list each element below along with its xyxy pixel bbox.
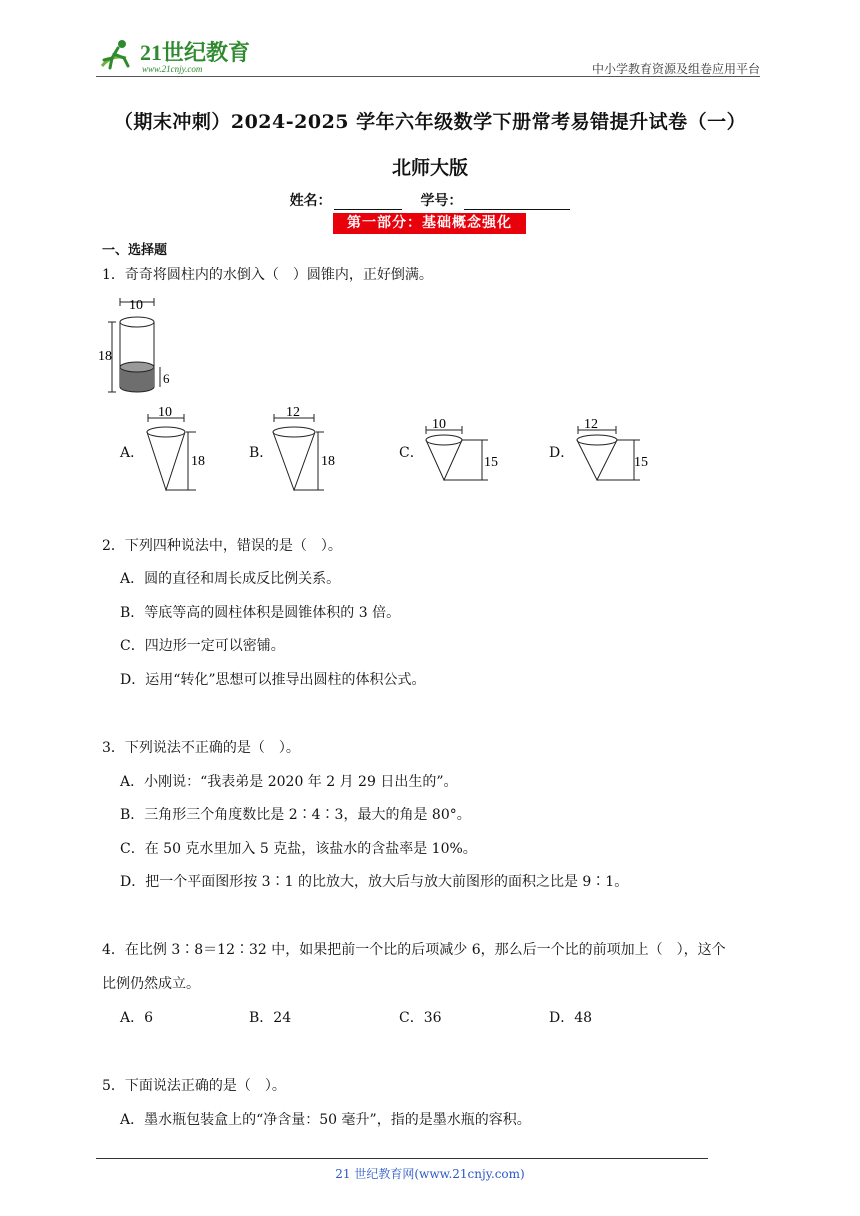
id-label: 学号： [420,193,463,209]
question-5-stem: 5．下面说法正确的是（ ）。 [102,1078,286,1094]
logo-url: www.21cnjy.com [142,64,203,74]
cone-b-figure [266,402,336,496]
logo [96,36,266,76]
runner-logo-icon [96,36,266,76]
question-4-stem: 4．在比例 3∶8＝12∶32 中，如果把前一个比的后项减少 6，那么后一个比的前项加上（ ），这个 [102,942,726,958]
header-tagline: 中小学教育资源及组卷应用平台 [591,62,760,76]
section-heading: 一、选择题 [102,243,168,258]
svg-text:10: 10 [129,298,143,313]
q1-option-b[interactable]: B． [249,445,274,461]
q3-option-a[interactable]: A．小刚说：“我表弟是 2020 年 2 月 29 日出生的”。 [120,774,458,790]
svg-text:10: 10 [158,405,172,420]
question-3-stem: 3．下列说法不正确的是（ ）。 [102,740,300,756]
q2-option-b[interactable]: B．等底等高的圆柱体积是圆锥体积的 3 倍。 [120,605,401,621]
student-info [0,190,860,210]
footer-divider [96,1158,708,1159]
cone-a-figure [140,402,210,496]
question-1-stem: 1．奇奇将圆柱内的水倒入（ ）圆锥内，正好倒满。 [102,267,433,283]
q4-option-c[interactable]: C．36 [399,1010,442,1026]
svg-text:15: 15 [634,455,648,470]
question-2-stem: 2．下列四种说法中，错误的是（ ）。 [102,538,342,554]
svg-text:18: 18 [98,349,112,364]
svg-text:18: 18 [321,454,335,469]
cone-c-figure [418,410,502,486]
id-blank[interactable] [464,195,570,210]
svg-text:18: 18 [191,454,205,469]
svg-text:10: 10 [432,417,446,432]
svg-text:15: 15 [484,455,498,470]
logo-text: 21世纪教育 [140,40,251,65]
q1-option-d[interactable]: D． [549,445,575,461]
q4-option-b[interactable]: B．24 [249,1010,292,1026]
svg-text:6: 6 [163,371,170,386]
q3-option-b[interactable]: B．三角形三个角度数比是 2∶4∶3，最大的角是 80°。 [120,807,471,823]
header-divider [96,76,760,77]
q1-option-a[interactable]: A． [120,445,145,461]
question-4-stem-cont: 比例仍然成立。 [102,976,200,992]
q5-option-a[interactable]: A．墨水瓶包装盒上的“净含量：50 毫升”，指的是墨水瓶的容积。 [120,1112,531,1128]
q4-option-d[interactable]: D．48 [549,1010,593,1026]
q1-option-c[interactable]: C． [399,445,424,461]
q2-option-c[interactable]: C．四边形一定可以密铺。 [120,638,285,654]
q2-option-a[interactable]: A．圆的直径和周长成反比例关系。 [120,571,341,587]
cylinder-figure [96,292,186,397]
q2-option-d[interactable]: D．运用“转化”思想可以推导出圆柱的体积公式。 [120,672,426,688]
page-subtitle: 北师大版 [391,157,468,179]
page-title: （期末冲刺）2024-2025 学年六年级数学下册常考易错提升试卷（一） [113,111,747,133]
q3-option-d[interactable]: D．把一个平面图形按 3∶1 的比放大，放大后与放大前图形的面积之比是 9∶1。 [120,874,629,890]
cone-d-figure [572,410,656,486]
svg-text:12: 12 [584,417,598,432]
name-label: 姓名： [289,193,332,209]
part-banner: 第一部分：基础概念强化 [333,213,526,234]
q4-option-a[interactable]: A．6 [120,1010,154,1026]
svg-text:12: 12 [286,405,300,420]
footer-text[interactable]: 21 世纪教育网(www.21cnjy.com) [335,1167,525,1181]
name-blank[interactable] [334,195,402,210]
q3-option-c[interactable]: C．在 50 克水里加入 5 克盐，该盐水的含盐率是 10%。 [120,841,477,857]
